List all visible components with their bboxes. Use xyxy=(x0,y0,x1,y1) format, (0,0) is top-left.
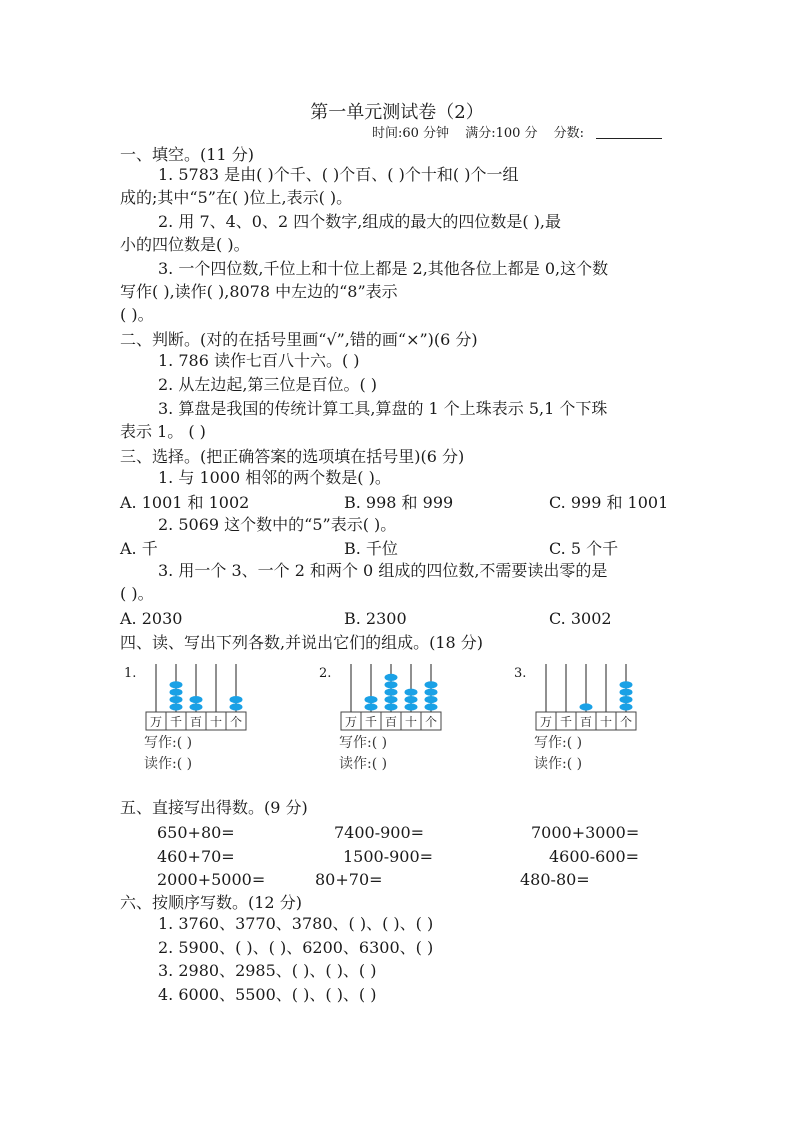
abacus xyxy=(339,662,469,732)
abacus-bead xyxy=(230,703,243,710)
full-score: 满分:100 分 xyxy=(465,126,538,141)
place-label: 个 xyxy=(229,715,243,729)
abacus-bead xyxy=(190,703,203,710)
abacus-bead xyxy=(190,696,203,703)
place-label: 千 xyxy=(364,715,378,729)
write-as-field[interactable]: 写作:( ) xyxy=(144,735,193,751)
s3-q1-option-b: B. 998 和 999 xyxy=(344,493,454,512)
s2-q3-line2: 表示 1。 ( ) xyxy=(120,422,206,441)
abacus-bead xyxy=(385,689,398,696)
abacus-bead xyxy=(425,696,438,703)
s6-q4: 4. 6000、5500、( )、( )、( ) xyxy=(158,985,377,1004)
s3-q2-option-a: A. 千 xyxy=(120,539,158,558)
s1-q1-line1: 1. 5783 是由( )个千、( )个百、( )个十和( )个一组 xyxy=(158,165,519,184)
calc-item: 4600-600= xyxy=(549,847,640,866)
abacus-bead xyxy=(405,703,418,710)
section-6-heading: 六、按顺序写数。(12 分) xyxy=(120,893,302,912)
place-label: 百 xyxy=(579,715,593,729)
abacus-bead xyxy=(170,681,183,688)
section-2-heading: 二、判断。(对的在括号里画“√”,错的画“×”)(6 分) xyxy=(120,330,478,349)
place-label: 十 xyxy=(209,715,223,729)
s1-q3-line2: 写作( ),读作( ),8078 中左边的“8”表示 xyxy=(120,282,398,301)
score-label: 分数: xyxy=(553,126,585,141)
place-label: 百 xyxy=(189,715,203,729)
place-label: 千 xyxy=(559,715,573,729)
score-blank[interactable] xyxy=(596,126,662,139)
abacus-bead xyxy=(365,696,378,703)
place-label: 十 xyxy=(599,715,613,729)
s3-q2-option-c: C. 5 个千 xyxy=(549,539,619,558)
abacus-bead xyxy=(365,703,378,710)
s3-q3-line1: 3. 用一个 3、一个 2 和两个 0 组成的四位数,不需要读出零的是 xyxy=(158,561,608,580)
place-label: 千 xyxy=(169,715,183,729)
abacus xyxy=(144,662,274,732)
s1-q1-line2: 成的;其中“5”在( )位上,表示( )。 xyxy=(120,188,353,207)
calc-item: 1500-900= xyxy=(343,847,434,866)
s3-q3-line2: ( )。 xyxy=(120,584,154,603)
abacus-bead xyxy=(170,696,183,703)
s2-q1: 1. 786 读作七百八十六。( ) xyxy=(158,351,360,370)
place-label: 万 xyxy=(344,715,358,729)
section-3-heading: 三、选择。(把正确答案的选项填在括号里)(6 分) xyxy=(120,447,465,466)
abacus-bead xyxy=(385,703,398,710)
abacus-bead xyxy=(405,696,418,703)
section-1-heading: 一、填空。(11 分) xyxy=(120,145,254,164)
abacus-bead xyxy=(425,681,438,688)
write-as-field[interactable]: 写作:( ) xyxy=(534,735,583,751)
abacus-bead xyxy=(385,696,398,703)
s3-q2: 2. 5069 这个数中的“5”表示( )。 xyxy=(158,515,397,534)
abacus-number: 2. xyxy=(319,666,332,681)
abacus-bead xyxy=(385,681,398,688)
s3-q1-option-c: C. 999 和 1001 xyxy=(549,493,669,512)
abacus-bead xyxy=(170,689,183,696)
s6-q3: 3. 2980、2985、( )、( )、( ) xyxy=(158,961,377,980)
section-5-heading: 五、直接写出得数。(9 分) xyxy=(120,798,308,817)
abacus-bead xyxy=(230,696,243,703)
s1-q3-line3: ( )。 xyxy=(120,305,154,324)
abacus-bead xyxy=(425,689,438,696)
read-as-field[interactable]: 读作:( ) xyxy=(534,756,583,772)
s3-q3-option-b: B. 2300 xyxy=(344,609,407,628)
s6-q2: 2. 5900、( )、( )、6200、6300、( ) xyxy=(158,938,434,957)
s3-q3-option-a: A. 2030 xyxy=(120,609,183,628)
abacus-bead xyxy=(405,689,418,696)
abacus-bead xyxy=(620,696,633,703)
s6-q1: 1. 3760、3770、3780、( )、( )、( ) xyxy=(158,914,434,933)
place-label: 个 xyxy=(424,715,438,729)
read-as-field[interactable]: 读作:( ) xyxy=(339,756,388,772)
abacus-bead xyxy=(580,703,593,710)
s3-q1-option-a: A. 1001 和 1002 xyxy=(120,493,250,512)
s2-q3-line1: 3. 算盘是我国的传统计算工具,算盘的 1 个上珠表示 5,1 个下珠 xyxy=(158,399,608,418)
abacus-bead xyxy=(385,674,398,681)
time-limit: 时间:60 分钟 xyxy=(372,126,450,141)
s1-q2-line2: 小的四位数是( )。 xyxy=(120,235,250,254)
calc-item: 7000+3000= xyxy=(531,823,640,842)
calc-item: 650+80= xyxy=(157,823,235,842)
abacus-bead xyxy=(620,681,633,688)
calc-item: 7400-900= xyxy=(334,823,425,842)
s3-q3-option-c: C. 3002 xyxy=(549,609,612,628)
abacus-number: 3. xyxy=(514,666,527,681)
page-title: 第一单元测试卷（2） xyxy=(310,102,484,123)
section-4-heading: 四、读、写出下列各数,并说出它们的组成。(18 分) xyxy=(120,633,484,652)
s1-q3-line1: 3. 一个四位数,千位上和十位上都是 2,其他各位上都是 0,这个数 xyxy=(158,259,609,278)
place-label: 个 xyxy=(619,715,633,729)
calc-item: 480-80= xyxy=(520,870,590,889)
s3-q1: 1. 与 1000 相邻的两个数是( )。 xyxy=(158,468,391,487)
s2-q2: 2. 从左边起,第三位是百位。( ) xyxy=(158,375,378,394)
abacus-number: 1. xyxy=(124,666,137,681)
abacus-bead xyxy=(425,703,438,710)
read-as-field[interactable]: 读作:( ) xyxy=(144,756,193,772)
place-label: 万 xyxy=(149,715,163,729)
place-label: 万 xyxy=(539,715,553,729)
place-label: 百 xyxy=(384,715,398,729)
calc-item: 2000+5000= xyxy=(157,870,266,889)
calc-item: 460+70= xyxy=(157,847,235,866)
abacus xyxy=(534,662,664,732)
s1-q2-line1: 2. 用 7、4、0、2 四个数字,组成的最大的四位数是( ),最 xyxy=(158,212,561,231)
place-label: 十 xyxy=(404,715,418,729)
abacus-bead xyxy=(620,689,633,696)
calc-item: 80+70= xyxy=(315,870,383,889)
exam-meta xyxy=(372,122,662,141)
write-as-field[interactable]: 写作:( ) xyxy=(339,735,388,751)
s3-q2-option-b: B. 千位 xyxy=(344,539,398,558)
abacus-bead xyxy=(620,703,633,710)
abacus-bead xyxy=(170,703,183,710)
